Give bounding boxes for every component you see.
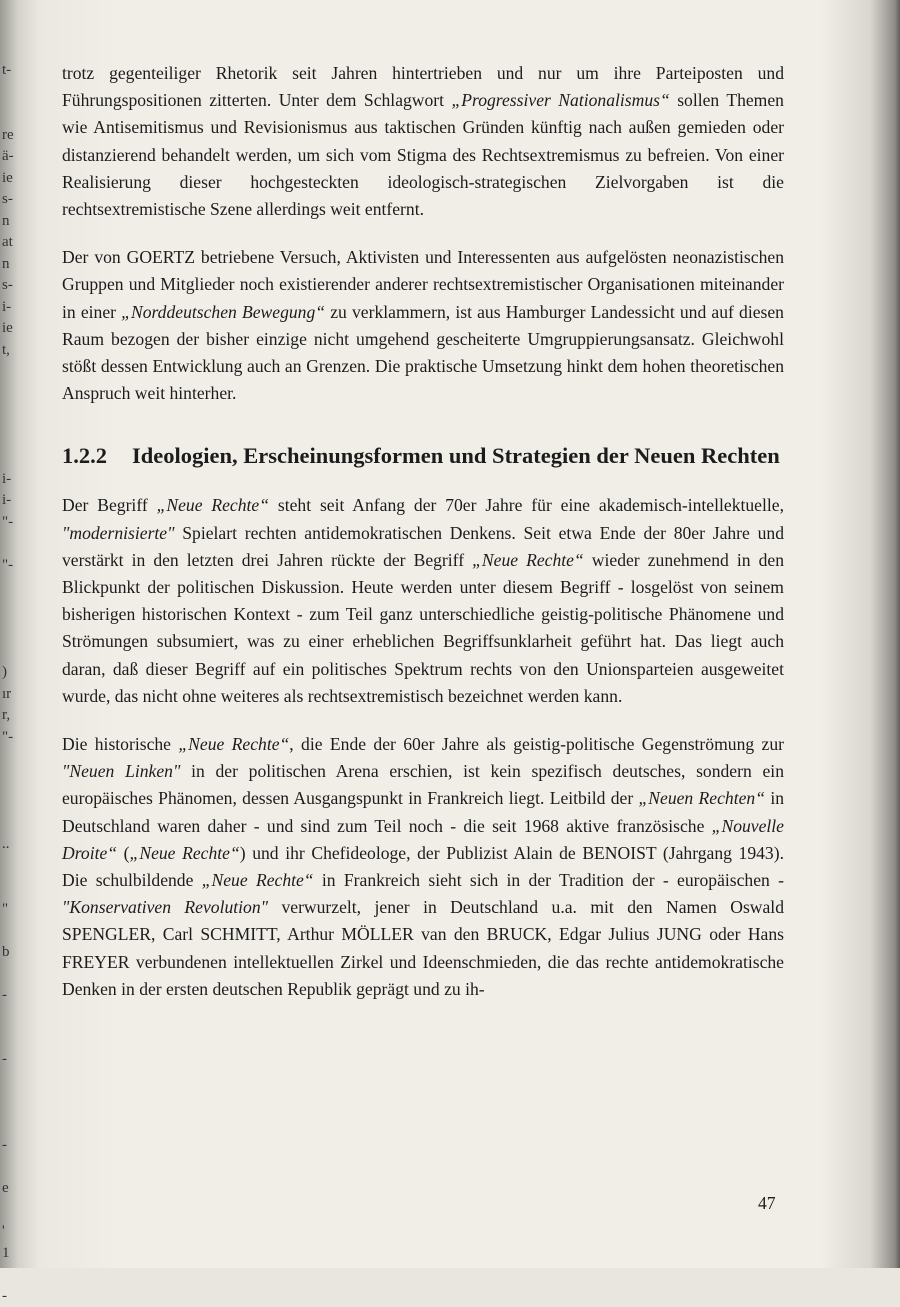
section-heading — [62, 441, 784, 470]
gutter-fragment: ) — [2, 662, 20, 684]
gutter-fragment — [2, 82, 20, 104]
text-run: Der Begriff — [62, 495, 157, 515]
italic-run: „Nouvelle Droite“ — [62, 816, 784, 863]
gutter-fragment — [2, 1157, 20, 1179]
italic-run: "Konservativen Revolution" — [62, 897, 268, 917]
gutter-fragment: "- — [2, 555, 20, 577]
gutter-fragment: 1 — [2, 1243, 20, 1265]
gutter-fragment — [2, 641, 20, 663]
italic-run: „Neue Rechte“ — [157, 495, 269, 515]
gutter-fragment — [2, 383, 20, 405]
gutter-fragment — [2, 791, 20, 813]
gutter-fragment — [2, 619, 20, 641]
text-run: trotz gegenteiliger Rhetorik seit Jahren hintertrieben und nur um ihre Parteiposten und Führungspositionen zitterten. Unter dem Schlagwort — [62, 63, 784, 110]
gutter-fragment — [2, 920, 20, 942]
gutter-fragment: "- — [2, 512, 20, 534]
gutter-fragment — [2, 361, 20, 383]
facing-page-edge-text — [2, 60, 20, 1307]
section-number: 1.2.2 — [62, 441, 132, 470]
gutter-fragment — [2, 1092, 20, 1114]
gutter-fragment: s- — [2, 275, 20, 297]
gutter-fragment: n — [2, 254, 20, 276]
gutter-fragment — [2, 404, 20, 426]
text-run: in Deutschland waren daher - und sind zum Teil noch - die seit 1968 aktive französische — [62, 788, 784, 835]
text-run: Spielart rechten antidemokratischen Denkens. Seit etwa Ende der 80er Jahre und verstärkt in den letzten drei Jahren rückte der Begriff — [62, 523, 784, 570]
italic-run: "Neuen Linken" — [62, 761, 180, 781]
gutter-fragment — [2, 1071, 20, 1093]
gutter-fragment: - — [2, 985, 20, 1007]
text-run: , die Ende der 60er Jahre als geistig-politische Gegenströmung zur — [289, 734, 784, 754]
italic-run: „Neue Rechte“ — [178, 734, 289, 754]
gutter-fragment: n — [2, 211, 20, 233]
gutter-fragment: - — [2, 1049, 20, 1071]
gutter-fragment — [2, 1264, 20, 1286]
text-run: wieder zunehmend in den Blickpunkt der politischen Diskussion. Heute werden unter diesem Begriff - losgelöst von seinem bisherigen historischen Kontext - zum Teil ganz unterschiedliche geistig-politische Phänomene und Strömungen subsumiert, was zu einer erheblichen Begriffsunklarheit geführt hat. Das liegt auch daran, daß dieser Begriff auf ein politisches Spektrum rechts von den Unionsparteien ausgeweitet wurde, das nicht ohne weiteres als rechtsextremistisch bezeichnet werden kann. — [62, 550, 784, 706]
gutter-fragment: ie — [2, 318, 20, 340]
gutter-fragment: ie — [2, 168, 20, 190]
gutter-fragment — [2, 533, 20, 555]
gutter-fragment: t- — [2, 60, 20, 82]
gutter-fragment: "- — [2, 727, 20, 749]
gutter-fragment — [2, 748, 20, 770]
gutter-fragment — [2, 963, 20, 985]
text-run: Der von GOERTZ betriebene Versuch, Aktivisten und Interessenten aus aufgelösten neonazistischen Gruppen und Mitglieder noch existierender anderer rechtsextremistischer Organisationen miteinander in einer — [62, 247, 784, 321]
paragraph-2 — [62, 244, 784, 407]
gutter-fragment: i- — [2, 469, 20, 491]
text-run: in der politischen Arena erschien, ist kein spezifisch deutsches, sondern ein europäisches Phänomen, dessen Ausgangspunkt in Frankreich liegt. Leitbild der — [62, 761, 784, 808]
gutter-fragment: t, — [2, 340, 20, 362]
text-column — [62, 60, 784, 1024]
gutter-fragment: r, — [2, 705, 20, 727]
gutter-fragment: s- — [2, 189, 20, 211]
gutter-fragment — [2, 813, 20, 835]
gutter-fragment: .. — [2, 834, 20, 856]
gutter-fragment: ' — [2, 1221, 20, 1243]
text-run: zu verklammern, ist aus Hamburger Landessicht und auf diesen Raum bezogen der bisher einzige nicht umgehend gescheiterte Umgruppierungsansatz. Gleichwohl stößt dessen Entwicklung auch an Grenzen. Die praktische Umsetzung hinkt dem hohen theoretischen Anspruch weit hinterher. — [62, 302, 784, 404]
gutter-fragment — [2, 103, 20, 125]
italic-run: „Neue Rechte“ — [472, 550, 584, 570]
paragraph-4 — [62, 731, 784, 1003]
gutter-fragment — [2, 576, 20, 598]
gutter-fragment — [2, 877, 20, 899]
text-run: in Frankreich sieht sich in der Tradition der - europäischen - — [314, 870, 784, 890]
gutter-fragment — [2, 598, 20, 620]
gutter-fragment — [2, 856, 20, 878]
text-run: Die historische — [62, 734, 178, 754]
text-run: ( — [117, 843, 129, 863]
gutter-fragment: re — [2, 125, 20, 147]
paragraph-1 — [62, 60, 784, 223]
text-run: steht seit Anfang der 70er Jahre für eine akademisch-intellektuelle, — [269, 495, 784, 515]
italic-run: „Progressiver Nationalismus“ — [451, 90, 669, 110]
italic-run: „Neue Rechte“ — [202, 870, 314, 890]
italic-run: „Neue Rechte“ — [130, 843, 240, 863]
gutter-fragment — [2, 1200, 20, 1222]
gutter-fragment: i- — [2, 490, 20, 512]
section-title: Ideologien, Erscheinungsformen und Strategien der Neuen Rechten — [132, 441, 784, 470]
gutter-fragment — [2, 447, 20, 469]
gutter-fragment: - — [2, 1135, 20, 1157]
gutter-fragment — [2, 770, 20, 792]
gutter-fragment — [2, 1114, 20, 1136]
italic-run: "modernisierte" — [62, 523, 175, 543]
italic-run: „Neuen Rechten“ — [639, 788, 766, 808]
gutter-fragment: - — [2, 1286, 20, 1307]
gutter-fragment: at — [2, 232, 20, 254]
gutter-fragment: b — [2, 942, 20, 964]
text-run: sollen Themen wie Antisemitismus und Revisionismus aus taktischen Gründen künftig nach außen gemieden oder distanzierend behandelt werden, um sich vom Stigma des Rechtsextremismus zu befreien. Von einer Realisierung dieser hochgesteckten ideologisch-strategischen Zielvorgaben ist die rechtsextremistische Szene allerdings weit entfernt. — [62, 90, 784, 219]
gutter-fragment: i- — [2, 297, 20, 319]
italic-run: „Norddeutschen Bewegung“ — [121, 302, 325, 322]
gutter-fragment: " — [2, 899, 20, 921]
gutter-fragment — [2, 426, 20, 448]
gutter-fragment — [2, 1028, 20, 1050]
gutter-fragment — [2, 1006, 20, 1028]
text-run: verwurzelt, jener in Deutschland u.a. mit den Namen Oswald SPENGLER, Carl SCHMITT, Arthur MÖLLER van den BRUCK, Edgar Julius JUNG oder Hans FREYER verbundenen intellektuellen Zirkel und Ideenschmieden, die das rechte antidemokratische Denken in der ersten deutschen Republik geprägt und zu ih- — [62, 897, 784, 999]
gutter-fragment: e — [2, 1178, 20, 1200]
gutter-fragment: ä- — [2, 146, 20, 168]
gutter-fragment: ır — [2, 684, 20, 706]
page-number: 47 — [758, 1193, 776, 1214]
text-run: ) und ihr Chefideologe, der Publizist Alain de BENOIST (Jahrgang 1943). Die schulbildende — [62, 843, 784, 890]
paragraph-3 — [62, 492, 784, 710]
